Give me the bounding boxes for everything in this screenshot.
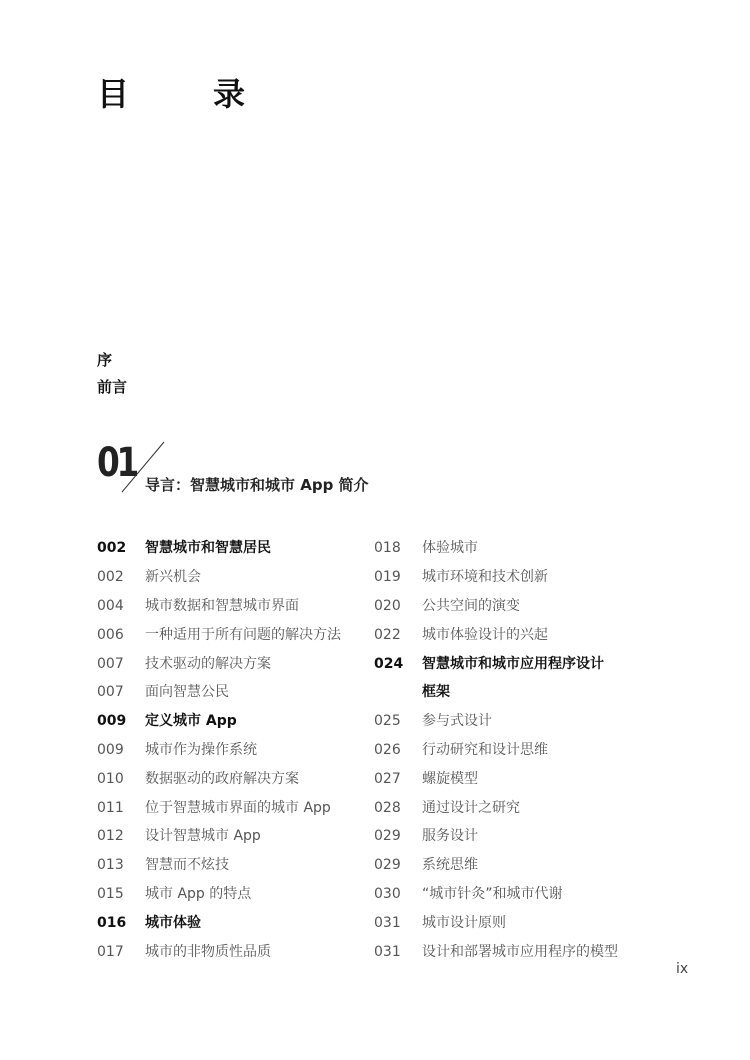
- toc-page-number: 029: [374, 828, 401, 845]
- page-folio: ix: [676, 961, 689, 977]
- toc-entry-title: 面向智慧公民: [145, 684, 229, 701]
- toc-entry[interactable]: [374, 620, 674, 649]
- toc-page-number: 027: [374, 770, 401, 787]
- toc-entry-title: 定义城市 App: [145, 713, 237, 730]
- toc-entry-title: 智慧城市和智慧居民: [145, 540, 271, 557]
- toc-page-number: 012: [97, 828, 124, 845]
- toc-entry-title: 城市体验设计的兴起: [422, 626, 548, 643]
- toc-entry[interactable]: [374, 937, 674, 966]
- toc-page-number: 017: [97, 943, 124, 960]
- toc-page-number: 015: [97, 885, 124, 902]
- toc-entry-title: 智慧城市和城市应用程序设计: [422, 655, 604, 672]
- toc-entry-title: 城市 App 的特点: [145, 885, 252, 902]
- toc-entry[interactable]: [374, 563, 674, 592]
- toc-entry[interactable]: [374, 793, 674, 822]
- toc-entry[interactable]: [374, 851, 674, 880]
- toc-entry-title: 体验城市: [422, 540, 478, 557]
- toc-entry-title: 通过设计之研究: [422, 799, 520, 816]
- toc-entry-title: 技术驱动的解决方案: [145, 655, 271, 672]
- chapter-title[interactable]: 导言：智慧城市和城市 App 简介: [145, 476, 369, 494]
- toc-entry-title: 框架: [422, 684, 450, 701]
- toc-page-number: 031: [374, 943, 401, 960]
- toc-entry-title: 位于智慧城市界面的城市 App: [145, 799, 331, 816]
- toc-left-column: [97, 534, 367, 966]
- toc-entry[interactable]: [374, 707, 674, 736]
- toc-entry[interactable]: [97, 592, 367, 621]
- toc-entry[interactable]: [374, 592, 674, 621]
- toc-entry[interactable]: [374, 764, 674, 793]
- toc-entry-title: 城市体验: [145, 914, 201, 931]
- front-matter-foreword[interactable]: 前言: [97, 378, 128, 396]
- toc-page-number: 019: [374, 569, 401, 586]
- toc-page-number: 018: [374, 540, 401, 557]
- toc-entry-title: 城市设计原则: [422, 914, 506, 931]
- toc-page-number: 011: [97, 799, 124, 816]
- toc-entry-title: 行动研究和设计思维: [422, 741, 548, 758]
- toc-entry[interactable]: [97, 764, 367, 793]
- toc-entry-title: 服务设计: [422, 828, 478, 845]
- toc-entry-title: “城市针灸”和城市代谢: [422, 885, 563, 902]
- toc-page-number: 010: [97, 770, 124, 787]
- toc-page-number: 007: [97, 655, 124, 672]
- toc-page-number: 020: [374, 597, 401, 614]
- toc-page-number: 024: [374, 655, 404, 672]
- toc-entry-title: 参与式设计: [422, 713, 492, 730]
- toc-entry[interactable]: [97, 678, 367, 707]
- toc-page-number: 028: [374, 799, 401, 816]
- toc-entry-title: 螺旋模型: [422, 770, 478, 787]
- toc-entry-title: 城市作为操作系统: [145, 741, 257, 758]
- toc-entry-title: 城市环境和技术创新: [422, 569, 548, 586]
- toc-page-number: 006: [97, 626, 124, 643]
- toc-entry[interactable]: [97, 534, 367, 563]
- toc-entry[interactable]: [374, 908, 674, 937]
- toc-entry[interactable]: [97, 563, 367, 592]
- toc-right-column: [374, 534, 674, 966]
- toc-entry[interactable]: [97, 851, 367, 880]
- front-matter-preface[interactable]: 序: [97, 351, 113, 369]
- toc-entry[interactable]: [97, 707, 367, 736]
- toc-entry-title: 新兴机会: [145, 569, 201, 586]
- page-title: 目 录: [97, 75, 272, 113]
- toc-entry[interactable]: [97, 880, 367, 909]
- toc-entry[interactable]: [374, 534, 674, 563]
- toc-page-number: 031: [374, 914, 401, 931]
- toc-page-number: 007: [97, 684, 124, 701]
- toc-page-number: 002: [97, 569, 124, 586]
- toc-entry[interactable]: [97, 793, 367, 822]
- toc-entry[interactable]: [97, 822, 367, 851]
- toc-page-number: 025: [374, 713, 401, 730]
- toc-page-number: 026: [374, 741, 401, 758]
- toc-entry[interactable]: [97, 908, 367, 937]
- toc-page-number: 030: [374, 885, 401, 902]
- chapter-number: 01: [97, 440, 137, 486]
- toc-entry-title: 智慧而不炫技: [145, 857, 229, 874]
- toc-entry[interactable]: [374, 736, 674, 765]
- toc-page-number: 029: [374, 857, 401, 874]
- toc-entry-title: 公共空间的演变: [422, 597, 520, 614]
- toc-entry[interactable]: [374, 822, 674, 851]
- toc-page-number: 022: [374, 626, 401, 643]
- toc-page-number: 016: [97, 914, 127, 931]
- toc-entry-title: 系统思维: [422, 857, 478, 874]
- toc-entry-title: 数据驱动的政府解决方案: [145, 770, 299, 787]
- toc-page-number: 002: [97, 540, 127, 557]
- toc-entry[interactable]: [97, 649, 367, 678]
- toc-entry[interactable]: [97, 937, 367, 966]
- toc-entry[interactable]: [374, 649, 674, 678]
- toc-entry-title: 设计和部署城市应用程序的模型: [422, 943, 618, 960]
- toc-entry[interactable]: [97, 620, 367, 649]
- toc-page-number: 013: [97, 857, 124, 874]
- toc-page-number: 009: [97, 741, 124, 758]
- toc-entry[interactable]: [374, 678, 674, 707]
- toc-entry-title: 城市数据和智慧城市界面: [145, 597, 299, 614]
- toc-entry[interactable]: [97, 736, 367, 765]
- toc-entry-title: 一种适用于所有问题的解决方法: [145, 626, 341, 643]
- toc-entry[interactable]: [374, 880, 674, 909]
- toc-entry-title: 城市的非物质性品质: [145, 943, 271, 960]
- toc-page-number: 004: [97, 597, 124, 614]
- toc-entry-title: 设计智慧城市 App: [145, 828, 261, 845]
- toc-page-number: 009: [97, 713, 127, 730]
